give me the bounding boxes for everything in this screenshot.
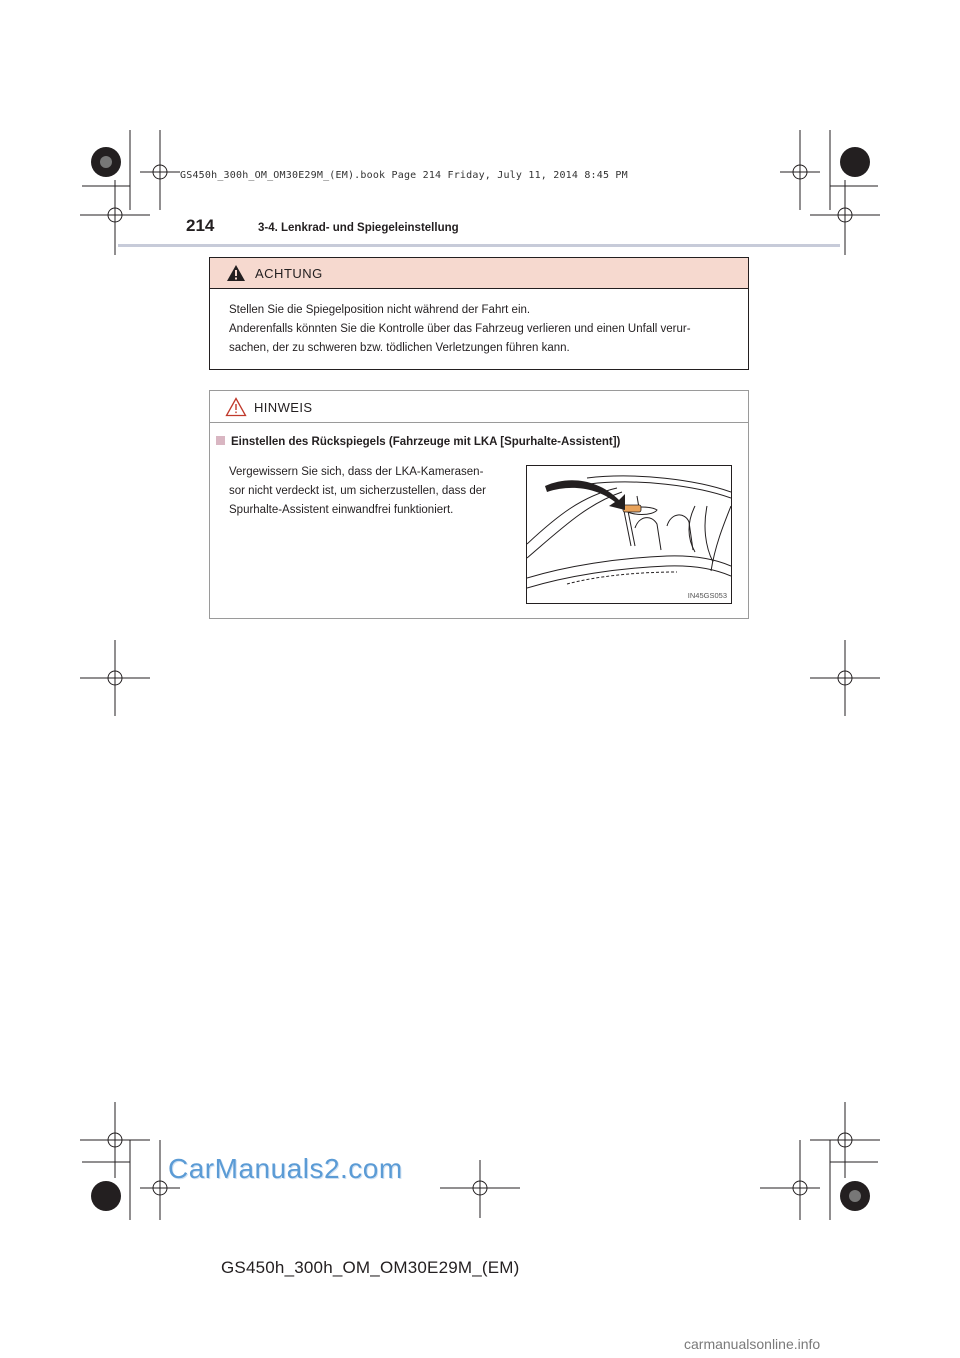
warning-header xyxy=(210,258,748,289)
windshield-camera-drawing xyxy=(527,466,731,603)
footer-title: GS450h_300h_OM_OM30E29M_(EM) xyxy=(221,1258,520,1277)
warning-line: sachen, der zu schweren bzw. tödlichen Verletzungen führen kann. xyxy=(229,342,570,354)
warning-title: ACHTUNG xyxy=(255,266,323,281)
square-bullet-icon xyxy=(216,436,225,445)
notice-text xyxy=(229,463,519,520)
watermark-text: carmanualsonline.info xyxy=(684,1336,821,1352)
illustration-code: IN45GS053 xyxy=(687,591,727,600)
warning-triangle-icon xyxy=(226,264,246,282)
notice-title: HINWEIS xyxy=(254,400,313,415)
section-title: 3-4. Lenkrad- und Spiegeleinstellung xyxy=(258,222,459,234)
warning-line: Stellen Sie die Spiegelposition nicht während der Fahrt ein. xyxy=(229,304,531,316)
warning-box xyxy=(209,257,749,370)
notice-line: Spurhalte-Assistent einwandfrei funktioniert. xyxy=(229,504,454,516)
notice-heading xyxy=(216,436,620,448)
watermark-logo: CarManuals2.com xyxy=(168,1153,403,1184)
notice-box xyxy=(209,390,749,619)
header-rule xyxy=(118,244,840,247)
notice-line: sor nicht verdeckt ist, um sicherzustellen, dass der xyxy=(229,485,486,497)
book-header: GS450h_300h_OM_OM30E29M_(EM).book Page 214 Friday, July 11, 2014 8:45 PM xyxy=(180,170,628,181)
notice-heading-text: Einstellen des Rückspiegels (Fahrzeuge mit LKA [Spurhalte-Assistent]) xyxy=(231,436,621,448)
warning-text xyxy=(229,301,744,358)
lka-camera-illustration xyxy=(526,465,732,604)
page-number: 214 xyxy=(186,216,215,235)
notice-header xyxy=(210,391,748,423)
warning-line: Anderenfalls könnten Sie die Kontrolle über das Fahrzeug verlieren und einen Unfall verur- xyxy=(229,323,691,335)
notice-triangle-icon xyxy=(225,397,247,417)
notice-line: Vergewissern Sie sich, dass der LKA-Kamerasen- xyxy=(229,466,484,478)
